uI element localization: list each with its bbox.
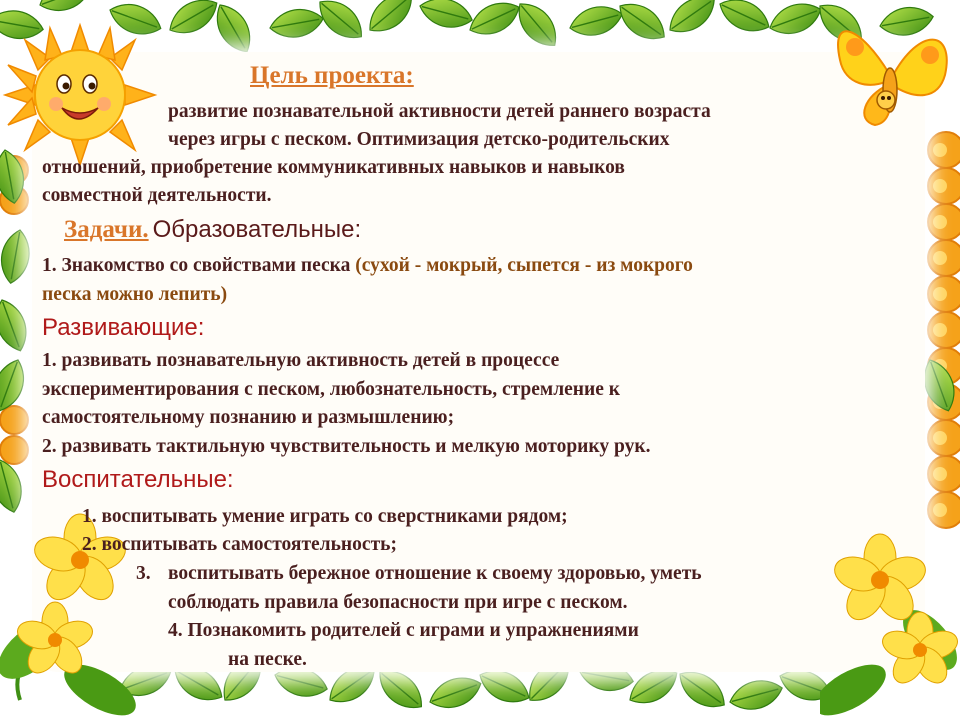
- developing-line-4: 2. развивать тактильную чувствительность и мелкую моторику рук.: [42, 436, 651, 457]
- goal-line-3: отношений, приобретение коммуникативных навыков и навыков: [42, 157, 625, 178]
- goal-heading: Цель проекта:: [250, 62, 414, 89]
- butterfly-icon: [820, 5, 960, 145]
- educational-label: Образовательные:: [152, 216, 362, 243]
- educational-line-2: песка можно лепить): [42, 284, 228, 305]
- upbringing-line-3-number: 3.: [136, 563, 151, 584]
- goal-line-2: через игры с песком. Оптимизация детско-родительских: [168, 129, 670, 150]
- tasks-heading: Задачи.: [64, 216, 149, 243]
- upbringing-line-5: 4. Познакомить родителей с играми и упражнениями: [168, 620, 639, 641]
- developing-line-2: экспериментирования с песком, любознательность, стремление к: [42, 379, 621, 400]
- yellow-flower-icon: [0, 500, 140, 720]
- developing-line-3: самостоятельному познанию и размышлению;: [42, 407, 455, 428]
- developing-label: Развивающие:: [42, 314, 205, 341]
- upbringing-label: Воспитательные:: [42, 466, 234, 493]
- upbringing-line-3: воспитывать бережное отношение к своему здоровью, уметь: [168, 563, 702, 584]
- yellow-flower-icon: [820, 500, 960, 720]
- tasks-heading-row: [42, 216, 361, 244]
- goal-line-4: совместной деятельности.: [42, 185, 272, 206]
- upbringing-line-4: соблюдать правила безопасности при игре с песком.: [168, 592, 628, 613]
- upbringing-line-6: на песке.: [228, 649, 307, 670]
- smiling-sun-icon: [0, 20, 160, 170]
- upbringing-line-1: 1. воспитывать умение играть со сверстниками рядом;: [82, 506, 568, 527]
- goal-line-1: развитие познавательной активности детей раннего возраста: [168, 101, 711, 122]
- educational-line-1-main: 1. Знакомство со свойствами песка: [42, 255, 351, 276]
- educational-line-1-paren: (сухой - мокрый, сыпется - из мокрого: [355, 255, 693, 276]
- upbringing-line-2: 2. воспитывать самостоятельность;: [82, 534, 397, 555]
- developing-line-1: 1. развивать познавательную активность детей в процессе: [42, 350, 560, 371]
- educational-line-1: [42, 255, 693, 277]
